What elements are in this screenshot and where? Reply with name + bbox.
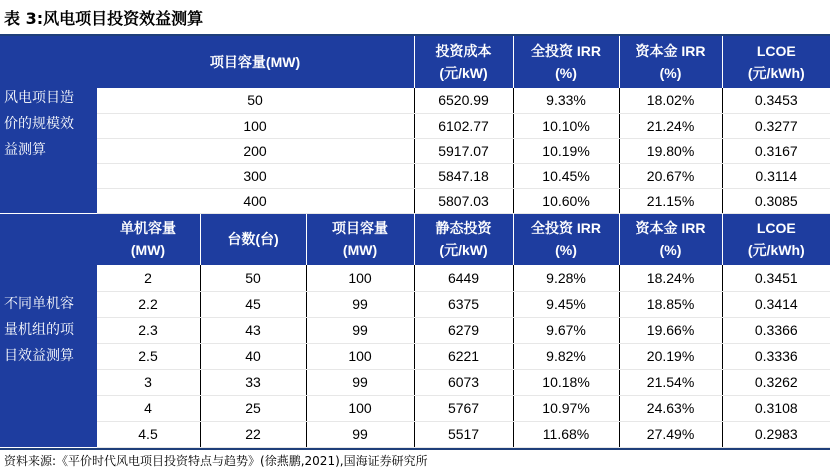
- header-full-investment-irr: 全投资 IRR (%): [513, 36, 619, 88]
- header-static-investment: 静态投资 (元/kW): [414, 213, 513, 265]
- cell-capacity: 300: [96, 163, 414, 188]
- cell-equity-irr: 19.66%: [619, 317, 722, 343]
- header-unit-count: 台数(台): [200, 213, 306, 265]
- cell-equity-irr: 18.02%: [619, 88, 722, 113]
- header-lcoe: LCOE (元/kWh): [722, 36, 830, 88]
- cell-unit-count: 25: [200, 395, 306, 421]
- cell-static-investment: 6221: [414, 343, 513, 369]
- cell-equity-irr: 18.85%: [619, 291, 722, 317]
- cell-capacity: 100: [96, 113, 414, 138]
- cell-full-irr: 10.60%: [513, 188, 619, 213]
- table-row: [0, 369, 830, 395]
- cell-static-investment: 6375: [414, 291, 513, 317]
- cell-cost: 6102.77: [414, 113, 513, 138]
- cell-equity-irr: 20.67%: [619, 163, 722, 188]
- cell-lcoe: 0.3085: [722, 188, 830, 213]
- cell-unit-count: 22: [200, 421, 306, 447]
- cell-capacity: 400: [96, 188, 414, 213]
- cell-static-investment: 6279: [414, 317, 513, 343]
- cell-full-irr: 9.33%: [513, 88, 619, 113]
- investment-benefit-table: [0, 36, 830, 448]
- cell-full-irr: 11.68%: [513, 421, 619, 447]
- cell-unit-capacity: 2.5: [96, 343, 200, 369]
- cell-unit-capacity: 4: [96, 395, 200, 421]
- table-row: [0, 188, 830, 213]
- cell-unit-count: 33: [200, 369, 306, 395]
- cell-project-capacity: 99: [306, 291, 414, 317]
- cell-equity-irr: 21.15%: [619, 188, 722, 213]
- cell-cost: 5807.03: [414, 188, 513, 213]
- section2-side-label: 不同单机容 量机组的项 目效益测算: [0, 213, 96, 447]
- section1-header-row: [0, 36, 830, 88]
- header-lcoe: LCOE (元/kWh): [722, 213, 830, 265]
- cell-static-investment: 6449: [414, 265, 513, 291]
- cell-project-capacity: 100: [306, 395, 414, 421]
- cell-full-irr: 9.67%: [513, 317, 619, 343]
- cell-capacity: 200: [96, 138, 414, 163]
- cell-unit-capacity: 3: [96, 369, 200, 395]
- cell-full-irr: 10.97%: [513, 395, 619, 421]
- cell-lcoe: 0.3453: [722, 88, 830, 113]
- cell-project-capacity: 99: [306, 421, 414, 447]
- cell-lcoe: 0.3262: [722, 369, 830, 395]
- section2-header-row: [0, 213, 830, 265]
- cell-unit-capacity: 4.5: [96, 421, 200, 447]
- header-unit-capacity: 单机容量 (MW): [96, 213, 200, 265]
- cell-static-investment: 5517: [414, 421, 513, 447]
- cell-lcoe: 0.2983: [722, 421, 830, 447]
- cell-full-irr: 9.45%: [513, 291, 619, 317]
- cell-lcoe: 0.3167: [722, 138, 830, 163]
- cell-unit-capacity: 2: [96, 265, 200, 291]
- header-equity-irr: 资本金 IRR (%): [619, 213, 722, 265]
- cell-unit-count: 43: [200, 317, 306, 343]
- table-row: [0, 291, 830, 317]
- table-row: [0, 88, 830, 113]
- bottom-rule: [0, 448, 830, 450]
- header-full-investment-irr: 全投资 IRR (%): [513, 213, 619, 265]
- cell-capacity: 50: [96, 88, 414, 113]
- cell-lcoe: 0.3277: [722, 113, 830, 138]
- cell-project-capacity: 100: [306, 265, 414, 291]
- cell-lcoe: 0.3114: [722, 163, 830, 188]
- cell-unit-count: 40: [200, 343, 306, 369]
- cell-static-investment: 6073: [414, 369, 513, 395]
- source-note: 资料来源:《平价时代风电项目投资特点与趋势》(徐燕鹏,2021),国海证券研究所: [4, 454, 428, 468]
- table-title: 表 3:风电项目投资效益测算: [4, 9, 204, 28]
- cell-lcoe: 0.3451: [722, 265, 830, 291]
- header-project-capacity: 项目容量 (MW): [306, 213, 414, 265]
- cell-unit-capacity: 2.3: [96, 317, 200, 343]
- cell-equity-irr: 21.54%: [619, 369, 722, 395]
- cell-equity-irr: 18.24%: [619, 265, 722, 291]
- cell-equity-irr: 21.24%: [619, 113, 722, 138]
- table-row: [0, 421, 830, 447]
- header-investment-cost: 投资成本 (元/kW): [414, 36, 513, 88]
- cell-unit-count: 45: [200, 291, 306, 317]
- cell-lcoe: 0.3414: [722, 291, 830, 317]
- cell-project-capacity: 99: [306, 317, 414, 343]
- cell-cost: 5847.18: [414, 163, 513, 188]
- table-row: [0, 343, 830, 369]
- cell-equity-irr: 20.19%: [619, 343, 722, 369]
- cell-full-irr: 10.10%: [513, 113, 619, 138]
- table-row: [0, 113, 830, 138]
- table-row: [0, 138, 830, 163]
- cell-full-irr: 10.18%: [513, 369, 619, 395]
- cell-lcoe: 0.3108: [722, 395, 830, 421]
- cell-unit-capacity: 2.2: [96, 291, 200, 317]
- cell-static-investment: 5767: [414, 395, 513, 421]
- cell-full-irr: 9.82%: [513, 343, 619, 369]
- cell-full-irr: 10.19%: [513, 138, 619, 163]
- cell-equity-irr: 24.63%: [619, 395, 722, 421]
- cell-project-capacity: 100: [306, 343, 414, 369]
- table-row: [0, 395, 830, 421]
- cell-full-irr: 10.45%: [513, 163, 619, 188]
- header-project-capacity: 项目容量(MW): [96, 36, 414, 88]
- cell-lcoe: 0.3336: [722, 343, 830, 369]
- cell-lcoe: 0.3366: [722, 317, 830, 343]
- cell-project-capacity: 99: [306, 369, 414, 395]
- table-row: [0, 317, 830, 343]
- section1-side-label: 风电项目造 价的规模效 益测算: [0, 36, 96, 213]
- cell-equity-irr: 19.80%: [619, 138, 722, 163]
- header-equity-irr: 资本金 IRR (%): [619, 36, 722, 88]
- table-row: [0, 265, 830, 291]
- cell-unit-count: 50: [200, 265, 306, 291]
- cell-equity-irr: 27.49%: [619, 421, 722, 447]
- cell-cost: 5917.07: [414, 138, 513, 163]
- table-row: [0, 163, 830, 188]
- cell-cost: 6520.99: [414, 88, 513, 113]
- cell-full-irr: 9.28%: [513, 265, 619, 291]
